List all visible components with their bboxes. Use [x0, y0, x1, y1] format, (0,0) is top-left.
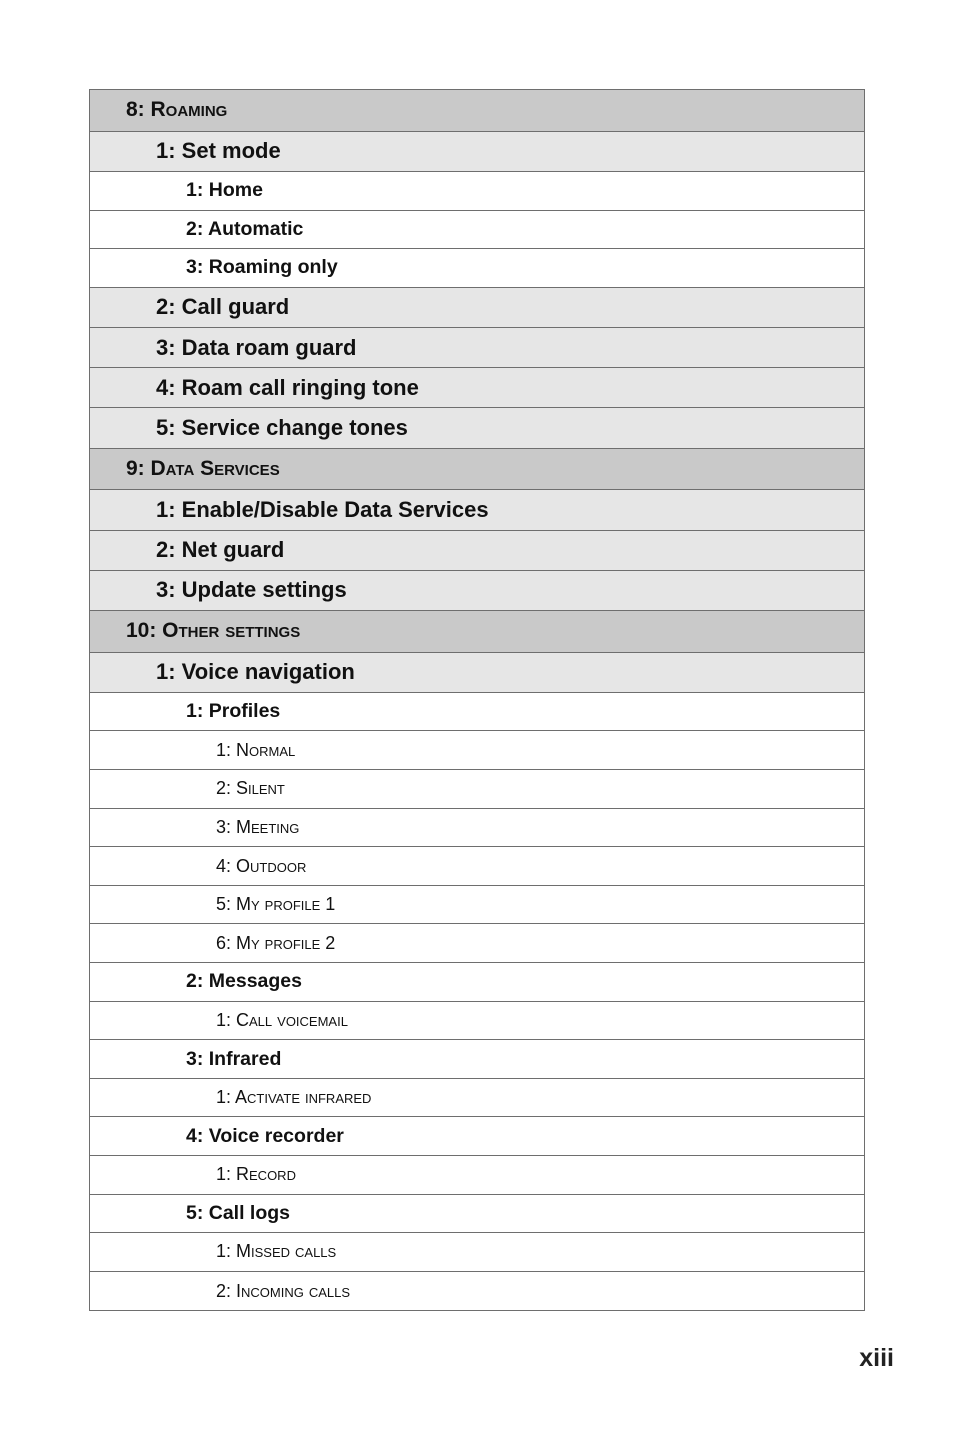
- menu-row: [90, 1002, 864, 1041]
- menu-row-label: 2: Call guard: [156, 294, 290, 320]
- menu-row-label: 2: Incoming calls: [216, 1280, 351, 1301]
- menu-row-label: 1: Normal: [216, 739, 296, 760]
- menu-row: [90, 847, 864, 886]
- menu-row-label: 6: My profile 2: [216, 932, 336, 953]
- menu-row: [90, 770, 864, 809]
- menu-row: [90, 1040, 864, 1079]
- menu-row-label: 5: My profile 1: [216, 894, 336, 915]
- menu-row-label: 4: Outdoor: [216, 855, 307, 876]
- menu-row-label: 1: Call voicemail: [216, 1009, 348, 1030]
- menu-row-label: 2: Automatic: [186, 217, 304, 240]
- menu-row-label: 5: Service change tones: [156, 414, 408, 440]
- menu-row: [90, 132, 864, 172]
- menu-row-label: 10: Other settings: [126, 619, 301, 643]
- menu-row: [90, 531, 864, 571]
- menu-row-label: 9: Data Services: [126, 456, 280, 480]
- menu-row-label: 4: Voice recorder: [186, 1124, 344, 1147]
- menu-row: [90, 368, 864, 408]
- menu-row-label: 3: Roaming only: [186, 256, 338, 279]
- menu-row-label: 3: Infrared: [186, 1047, 282, 1070]
- menu-row: [90, 886, 864, 925]
- page-number: xiii: [859, 1344, 894, 1372]
- menu-row-label: 1: Missed calls: [216, 1241, 337, 1262]
- menu-row-label: 1: Home: [186, 179, 263, 202]
- menu-outline-table: [89, 89, 865, 1311]
- menu-row: [90, 1195, 864, 1234]
- menu-row: [90, 653, 864, 693]
- menu-row-label: 1: Enable/Disable Data Services: [156, 496, 489, 522]
- menu-row-label: 1: Profiles: [186, 700, 281, 723]
- menu-row: [90, 571, 864, 611]
- menu-row: [90, 611, 864, 653]
- menu-row: [90, 1117, 864, 1156]
- menu-row: [90, 449, 864, 491]
- menu-row-label: 1: Voice navigation: [156, 659, 355, 685]
- menu-row: [90, 288, 864, 328]
- menu-row-label: 5: Call logs: [186, 1201, 291, 1224]
- menu-row: [90, 90, 864, 132]
- menu-row: [90, 1156, 864, 1195]
- menu-row-label: 1: Set mode: [156, 138, 281, 164]
- menu-row: [90, 731, 864, 770]
- menu-row-label: 8: Roaming: [126, 98, 228, 122]
- menu-row: [90, 809, 864, 848]
- menu-row: [90, 490, 864, 530]
- menu-row-label: 3: Meeting: [216, 816, 300, 837]
- menu-row-label: 3: Data roam guard: [156, 334, 357, 360]
- menu-row: [90, 172, 864, 211]
- menu-row: [90, 924, 864, 963]
- menu-row: [90, 693, 864, 732]
- menu-row-label: 4: Roam call ringing tone: [156, 374, 419, 400]
- menu-row: [90, 249, 864, 288]
- menu-row-label: 2: Net guard: [156, 537, 285, 563]
- menu-row: [90, 1233, 864, 1272]
- menu-row-label: 1: Record: [216, 1164, 296, 1185]
- menu-row-label: 3: Update settings: [156, 577, 347, 603]
- menu-row: [90, 328, 864, 368]
- menu-row-label: 2: Messages: [186, 970, 302, 993]
- menu-row: [90, 1079, 864, 1118]
- menu-row: [90, 963, 864, 1002]
- menu-row-label: 2: Silent: [216, 778, 285, 799]
- menu-row-label: 1: Activate infrared: [216, 1087, 372, 1108]
- menu-row: [90, 211, 864, 250]
- menu-row: [90, 408, 864, 448]
- menu-row: [90, 1272, 864, 1311]
